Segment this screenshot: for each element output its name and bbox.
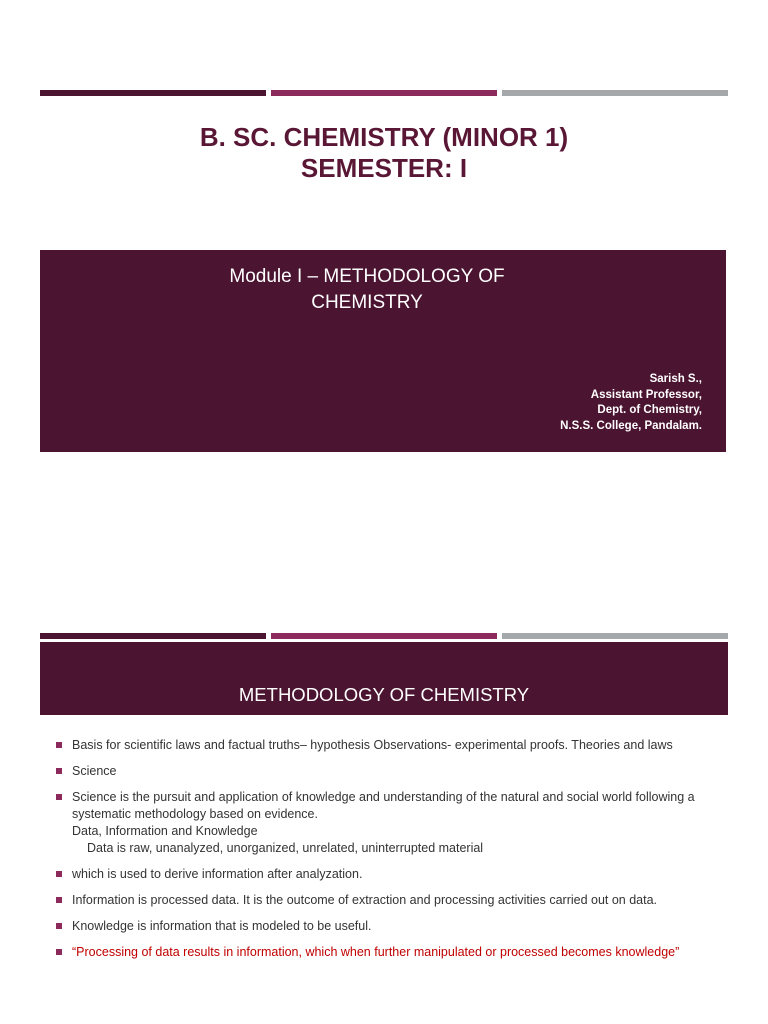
header-rule-magenta xyxy=(271,90,497,96)
author-block xyxy=(560,372,702,434)
list-item-quote xyxy=(56,944,736,961)
author-designation: Assistant Professor, xyxy=(590,388,702,401)
header-rule-magenta xyxy=(271,633,497,639)
course-title-line2: SEMESTER: I xyxy=(300,153,468,183)
bullet-text: Knowledge is information that is modeled to be useful. xyxy=(72,919,372,933)
bullet-text: Science is the pursuit and application of knowledge and understanding of the natural and social world following a systematic methodology based on evidence. xyxy=(72,790,695,821)
content-slide xyxy=(0,512,768,1024)
header-rule-gray xyxy=(502,90,728,96)
bullet-square-icon xyxy=(56,923,62,929)
module-title-line2: CHEMISTRY xyxy=(311,292,423,313)
header-rule-maroon xyxy=(40,633,266,639)
header-rule-gray xyxy=(502,633,728,639)
list-item xyxy=(56,789,736,857)
section-title: METHODOLOGY OF CHEMISTRY xyxy=(238,684,530,705)
bullet-square-icon xyxy=(56,794,62,800)
module-banner xyxy=(40,250,726,452)
course-title xyxy=(0,122,768,184)
module-title-line1: Module I – METHODOLOGY OF xyxy=(229,266,505,287)
section-banner xyxy=(40,642,728,715)
author-department: Dept. of Chemistry, xyxy=(597,404,702,416)
module-title xyxy=(40,264,694,316)
list-item xyxy=(56,866,736,883)
list-item xyxy=(56,763,736,780)
bullet-text: “Processing of data results in information, which when further manipulated or processed becomes knowledge” xyxy=(72,945,680,959)
list-item xyxy=(56,737,736,754)
author-college: N.S.S. College, Pandalam. xyxy=(560,419,702,432)
bullet-square-icon xyxy=(56,897,62,903)
list-item xyxy=(56,918,736,935)
author-name: Sarish S., xyxy=(649,373,702,385)
bullet-square-icon xyxy=(56,742,62,748)
bullet-text: Basis for scientific laws and factual truths– hypothesis Observations- experimental proofs. Theories and laws xyxy=(72,738,673,752)
bullet-square-icon xyxy=(56,768,62,774)
bullet-text: which is used to derive information after analyzation. xyxy=(72,867,363,881)
list-item xyxy=(56,892,736,909)
bullet-square-icon xyxy=(56,871,62,877)
sub-text: Data is raw, unanalyzed, unorganized, unrelated, uninterrupted material xyxy=(87,841,484,855)
sub-heading: Data, Information and Knowledge xyxy=(72,824,258,838)
bullet-text: Science xyxy=(72,764,117,778)
bullet-square-icon xyxy=(56,949,62,955)
course-title-line1: B. SC. CHEMISTRY (MINOR 1) xyxy=(199,122,569,152)
bullet-text: Information is processed data. It is the outcome of extraction and processing activities carried out on data. xyxy=(72,893,658,907)
header-rule-maroon xyxy=(40,90,266,96)
bullet-list xyxy=(56,737,736,970)
